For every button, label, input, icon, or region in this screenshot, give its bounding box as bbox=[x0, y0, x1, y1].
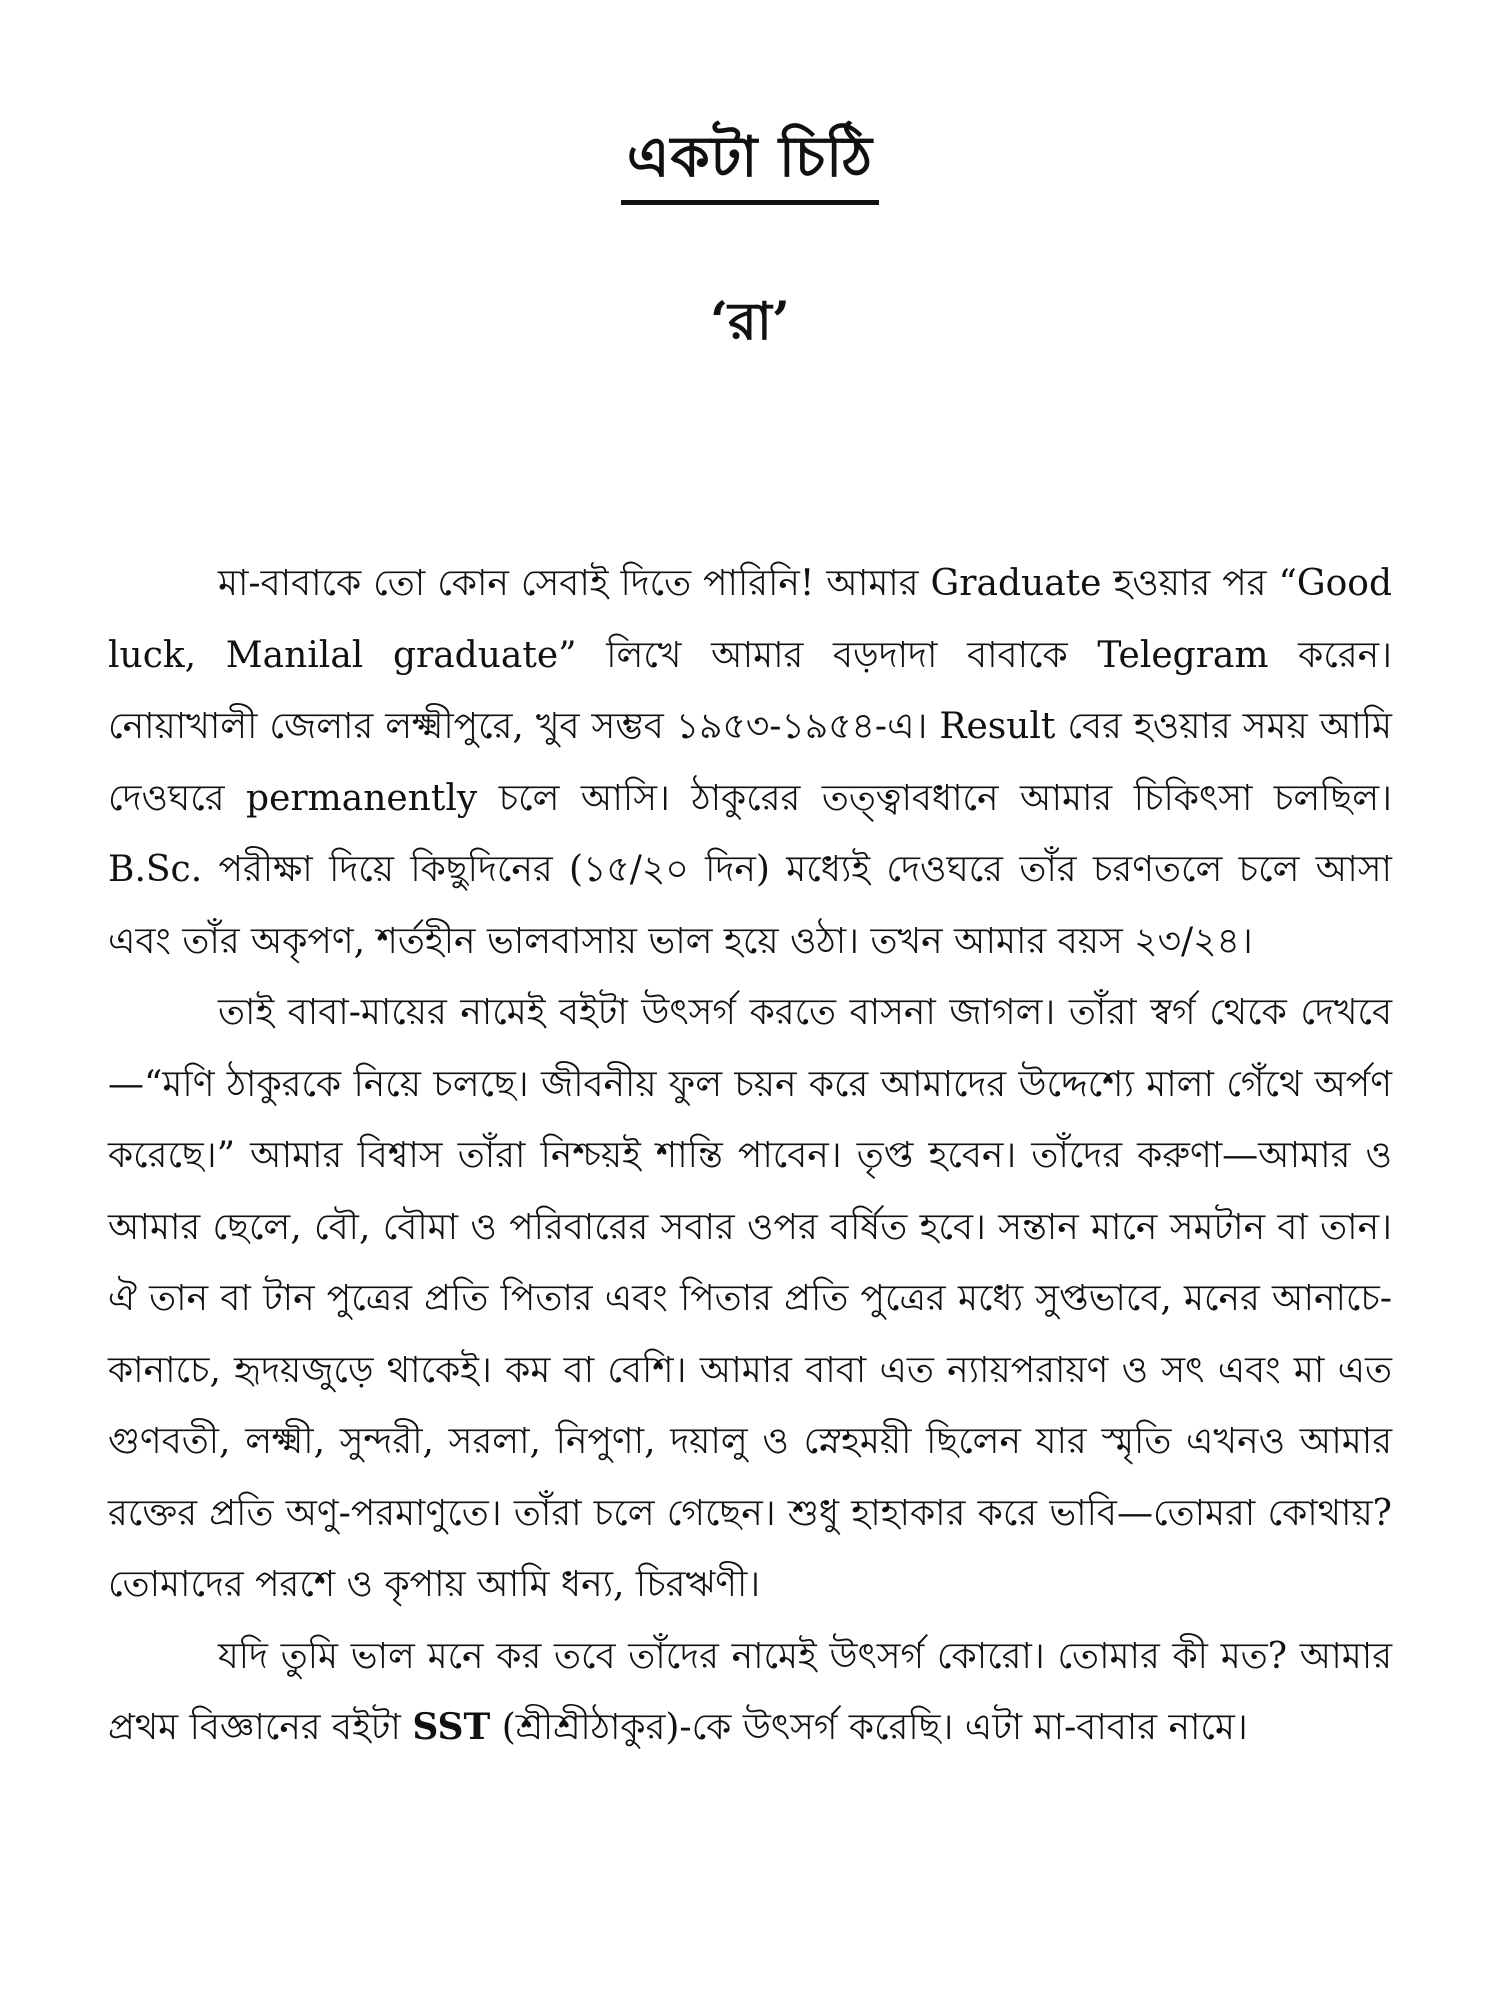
letter-body bbox=[108, 548, 1392, 1764]
paragraph-3-text-end: (শ্রীশ্রীঠাকুর)-কে উৎসর্গ করেছি। এটা মা-বাবার নামে। bbox=[490, 1707, 1248, 1748]
page-title: একটা চিঠি bbox=[621, 122, 879, 205]
paragraph-2: তাই বাবা-মায়ের নামেই বইটা উৎসর্গ করতে বাসনা জাগল। তাঁরা স্বর্গ থেকে দেখবে—“মণি ঠাকুরকে নিয়ে চলছে। জীবনীয় ফুল চয়ন করে আমাদের উদ্দেশ্যে মালা গেঁথে অর্পণ করেছে।” আমার বিশ্বাস তাঁরা নিশ্চয়ই শান্তি পাবেন। তৃপ্ত হবেন। তাঁদের করুণা—আমার ও আমার ছেলে, বৌ, বৌমা ও পরিবারের সবার ওপর বর্ষিত হবে। সন্তান মানে সমটান বা তান। ঐ তান বা টান পুত্রের প্রতি পিতার এবং পিতার প্রতি পুত্রের মধ্যে সুপ্তভাবে, মনের আনাচে-কানাচে, হৃদয়জুড়ে থাকেই। কম বা বেশি। আমার বাবা এত ন্যায়পরায়ণ ও সৎ এবং মা এত গুণবতী, লক্ষ্মী, সুন্দরী, সরলা, নিপুণা, দয়ালু ও স্নেহময়ী ছিলেন যার স্মৃতি এখনও আমার রক্তের প্রতি অণু-পরমাণুতে। তাঁরা চলে গেছেন। শুধু হাহাকার করে ভাবি—তোমরা কোথায়? তোমাদের পরশে ও কৃপায় আমি ধন্য, চিরঋণী। bbox=[108, 992, 1392, 1605]
sst-abbreviation: SST bbox=[412, 1706, 491, 1748]
title-block bbox=[0, 122, 1500, 205]
paragraph-1: মা-বাবাকে তো কোন সেবাই দিতে পারিনি! আমার Graduate হওয়ার পর “Good luck, Manilal graduate” লিখে আমার বড়দাদা বাবাকে Telegram করেন। নোয়াখালী জেলার লক্ষ্মীপুরে, খুব সম্ভব ১৯৫৩-১৯৫৪-এ। Result বের হওয়ার সময় আমি দেওঘরে permanently চলে আসি। ঠাকুরের তত্ত্বাবধানে আমার চিকিৎসা চলছিল। B.Sc. পরীক্ষা দিয়ে কিছুদিনের (১৫/২০ দিন) মধ্যেই দেওঘরে তাঁর চরণতলে চলে আসা এবং তাঁর অকৃপণ, শর্তহীন ভালবাসায় ভাল হয়ে ওঠা। তখন আমার বয়স ২৩/২৪। bbox=[108, 563, 1392, 962]
author-byline: ‘রা’ bbox=[710, 291, 790, 352]
paragraph-3 bbox=[108, 1621, 1392, 1764]
paragraph-3-text-start: যদি তুমি ভাল মনে কর তবে তাঁদের নামেই উৎসর্গ কোরো। তোমার কী মত? আমার প্রথম বিজ্ঞানের বইটা bbox=[108, 1635, 1392, 1748]
